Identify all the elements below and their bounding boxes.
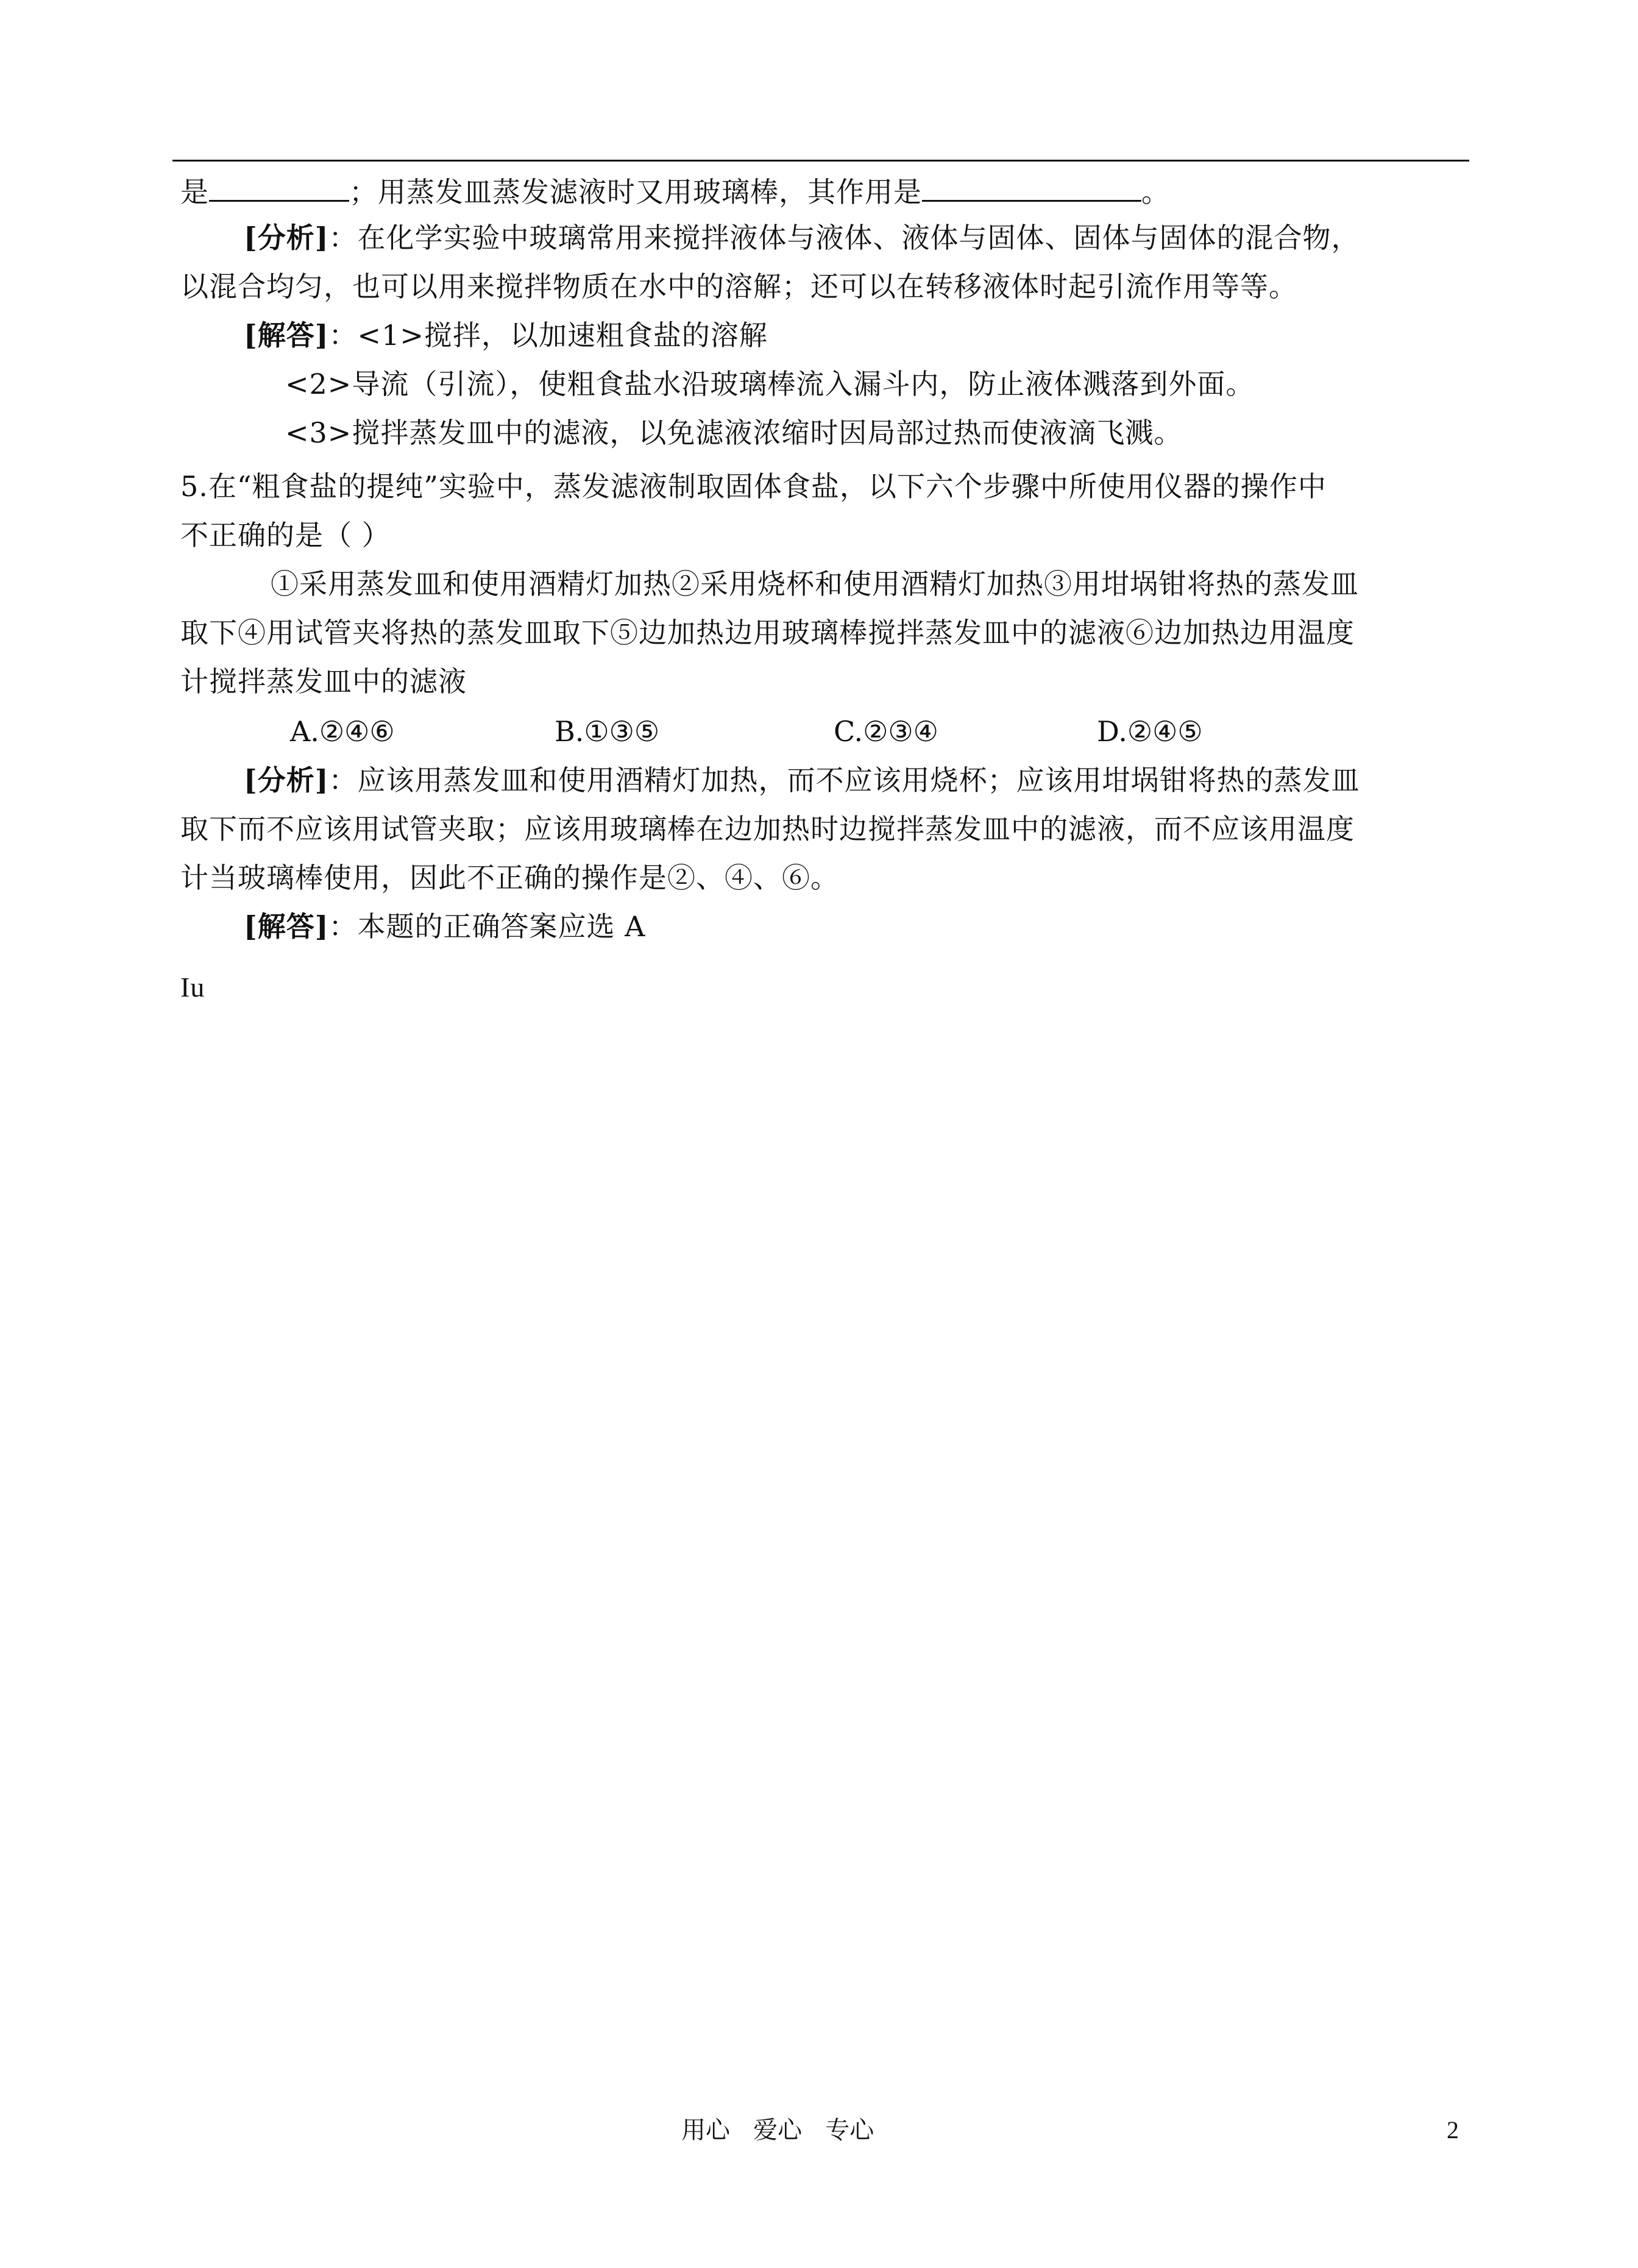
q5-analysis-line2: 取下而不应该用试管夹取；应该用玻璃棒在边加热时边搅拌蒸发皿中的滤液，而不应该用温度: [180, 812, 1355, 845]
q4-blank-2: [922, 173, 1141, 202]
q4-analysis-text1: ：在化学实验中玻璃常用来搅拌液体与液体、液体与固体、固体与固体的混合物，: [328, 221, 1360, 254]
q4-answer-label: [解答]: [244, 319, 329, 352]
q4-tail-line: [180, 173, 1170, 210]
q5-analysis-line3: 计当玻璃棒使用，因此不正确的操作是②、④、⑥。: [180, 861, 839, 894]
stray-text: Iu: [180, 972, 205, 1003]
q5-answer-label: [解答]: [244, 910, 329, 943]
q4-answer-line1: [244, 317, 768, 354]
q5-stem-line1: 5.在“粗食盐的提纯”实验中，蒸发滤液制取固体食盐，以下六个步骤中所使用仪器的操作中: [180, 470, 1327, 503]
q5-option-c: C.②③④: [834, 715, 938, 748]
page-number: 2: [1447, 2116, 1459, 2144]
q5-analysis-line1: [244, 762, 1360, 798]
q4-blank-1: [209, 173, 349, 202]
header-rule: [172, 160, 1469, 162]
q4-tail-part2: ；用蒸发皿蒸发滤液时又用玻璃棒，其作用是: [349, 176, 922, 208]
q5-steps-line1: ①采用蒸发皿和使用酒精灯加热②采用烧杯和使用酒精灯加热③用坩埚钳将热的蒸发皿: [271, 567, 1359, 600]
q5-steps-line3: 计搅拌蒸发皿中的滤液: [180, 665, 467, 698]
q5-answer-text1: ：本题的正确答案应选 A: [328, 910, 646, 943]
q5-option-a: A.②④⑥: [290, 715, 395, 748]
q4-answer-text1: ：<1>搅拌，以加速粗食盐的溶解: [328, 319, 768, 352]
q4-answer-line3: <3>搅拌蒸发皿中的滤液，以免滤液浓缩时因局部过热而使液滴飞溅。: [285, 416, 1183, 449]
q5-analysis-label: [分析]: [244, 764, 329, 797]
q5-steps-line2: 取下④用试管夹将热的蒸发皿取下⑤边加热边用玻璃棒搅拌蒸发皿中的滤液⑥边加热边用温度: [180, 616, 1355, 649]
q4-analysis-line1: [244, 219, 1360, 256]
q5-stem-line2: 不正确的是（ ）: [180, 519, 391, 552]
q5-analysis-text1: ：应该用蒸发皿和使用酒精灯加热，而不应该用烧杯；应该用坩埚钳将热的蒸发皿: [328, 764, 1360, 797]
q5-answer-line1: [244, 908, 645, 945]
q4-answer-line2: <2>导流（引流），使粗食盐水沿玻璃棒流入漏斗内，防止液体溅落到外面。: [285, 368, 1255, 400]
q4-analysis-line2: 以混合均匀，也可以用来搅拌物质在水中的溶解；还可以在转移液体时起引流作用等等。: [180, 270, 1297, 303]
q4-analysis-label: [分析]: [244, 221, 329, 254]
q5-option-b: B.①③⑤: [555, 715, 660, 748]
footer-motto: 用心 爱心 专心: [681, 2116, 874, 2144]
q4-tail-part3: 。: [1141, 176, 1170, 208]
q4-tail-part1: 是: [180, 176, 209, 208]
q5-option-d: D.②④⑤: [1097, 715, 1203, 748]
